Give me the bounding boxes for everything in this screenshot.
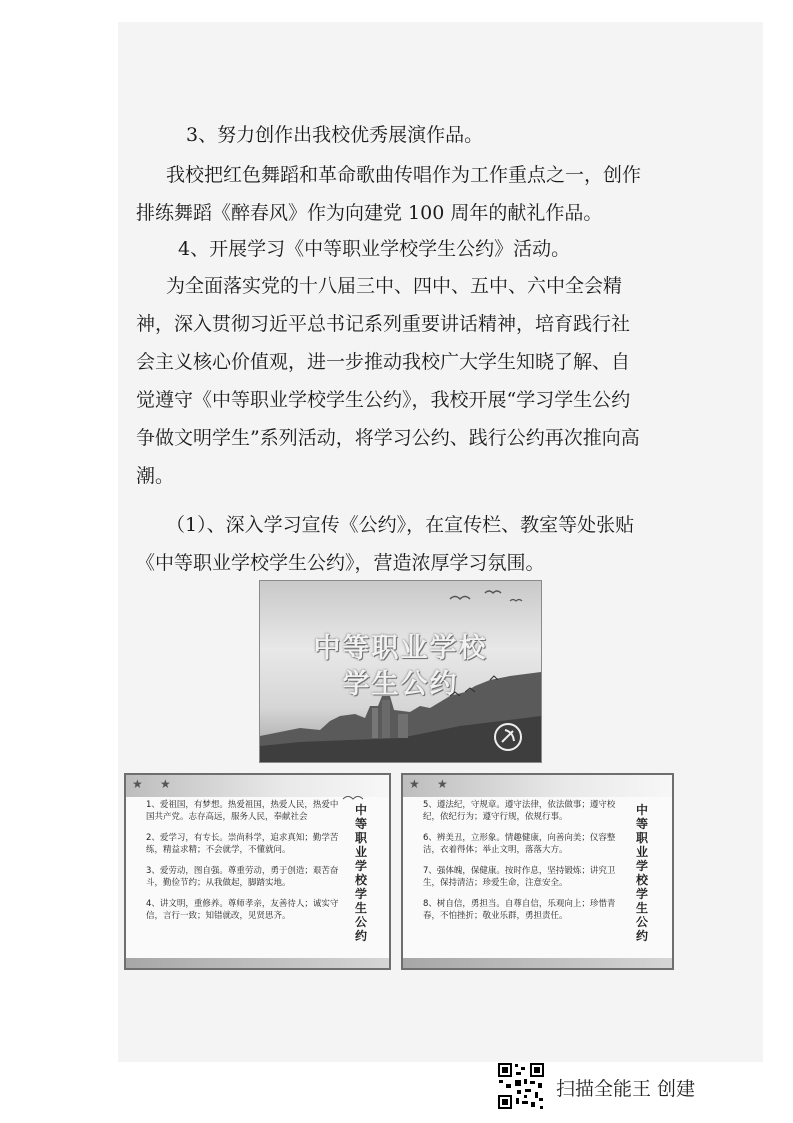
- star-icon: ★: [409, 777, 420, 791]
- party-emblem-icon: [493, 722, 523, 752]
- body-paragraph-posting: [136, 506, 646, 582]
- panel-footer-strip: [403, 958, 672, 968]
- body-paragraph-convention: [136, 267, 646, 495]
- list-item: 7、强体魄，保健康。按时作息，坚持锻炼；讲究卫生，保持清洁；珍爱生命，注意安全。: [423, 866, 616, 888]
- list-item: 1、爱祖国，有梦想。热爱祖国，热爱人民，热爱中国共产党。志存高远，服务人民，奉献社会: [146, 800, 339, 822]
- convention-panel-left: [124, 773, 391, 970]
- convention-list-left: [146, 799, 341, 931]
- panel-footer-strip: [126, 958, 389, 968]
- list-item: 5、遵法纪，守规章。遵守法律，依法做事；遵守校纪，依纪行为；遵守行规，依规行事。: [423, 800, 616, 822]
- star-icon: ★: [437, 777, 448, 791]
- list-item: 2、爱学习，有专长。崇尚科学，追求真知；勤学苦练，精益求精；不会就学，不懂就问。: [146, 833, 339, 855]
- section-heading-4: 4、开展学习《中等职业学校学生公约》活动。: [178, 238, 571, 260]
- bird-icon: [341, 793, 365, 803]
- qr-code-icon: [497, 1062, 545, 1110]
- banner-title-line2: 学生公约: [342, 669, 459, 700]
- convention-text: 为全面落实党的十八届三中、四中、五中、六中全会精神，深入贯彻习近平总书记系列重要讲话精神，培育践行社会主义核心价值观，进一步推动我校广大学生知晓了解、自觉遵守《中等职业学校学生公约》，我校开展“学习学生公约争做文明学生”系列活动，将学习公约、践行公约再次推向高潮。: [136, 275, 640, 487]
- list-item: 4、讲文明，重修养。尊师孝亲，友善待人；诚实守信，言行一致；知错就改，见贤思齐。: [146, 899, 339, 921]
- star-icon: ★: [132, 777, 143, 791]
- star-icon: ★: [160, 777, 171, 791]
- list-item: 3、爱劳动，图自强。尊重劳动，勇于创造；艰苦奋斗，勤俭节约；从我做起，脚踏实地。: [146, 866, 339, 888]
- convention-banner-photo: [259, 580, 542, 763]
- list-item: 6、辨美丑，立形象。情趣健康，向善向美；仪容整洁，衣着得体；举止文明，落落大方。: [423, 833, 616, 855]
- dance-text: 我校把红色舞蹈和革命歌曲传唱作为工作重点之一，创作排练舞蹈《醉春风》作为向建党 100 周年的献礼作品。: [136, 164, 642, 224]
- panel-vertical-title: 中等职业学校学生公约: [354, 803, 367, 943]
- body-paragraph-dance: [136, 156, 646, 232]
- scanner-watermark-text: 扫描全能王 创建: [556, 1078, 696, 1100]
- panel-vertical-title: 中等职业学校学生公约: [635, 803, 648, 943]
- list-item: 8、树自信，勇担当。自尊自信，乐观向上；珍惜青春，不怕挫折；敬业乐群，勇担责任。: [423, 899, 616, 921]
- section-heading-3: 3、努力创作出我校优秀展演作品。: [186, 124, 484, 146]
- banner-title-line1: 中等职业学校: [313, 633, 488, 664]
- banner-birds: [260, 581, 541, 621]
- convention-panel-right: [401, 773, 674, 970]
- posting-text: （1）、深入学习宣传《公约》，在宣传栏、教室等处张贴《中等职业学校学生公约》，营造浓厚学习氛围。: [136, 514, 635, 574]
- convention-list-right: [423, 799, 618, 931]
